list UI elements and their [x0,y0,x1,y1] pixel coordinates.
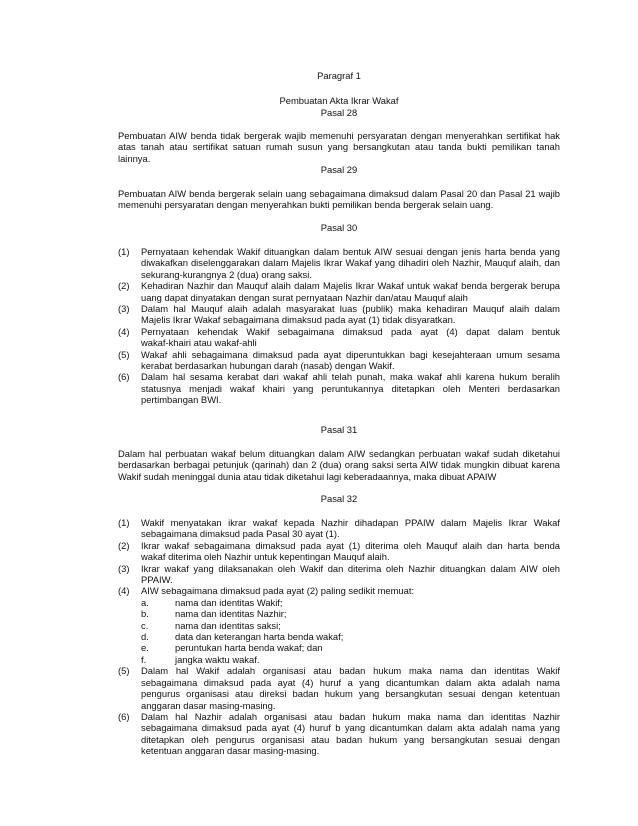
item-line: Wakaf ahli sebagaimana dimaksud pada ayat diperuntukkan bagi kesejahteraan umum sesama [141,348,560,360]
sub-item [141,620,560,631]
item-number: (6) [118,710,130,722]
pasal-28-line: Pembuatan AIW benda tidak bergerak wajib memenuhi persyaratan dengan menyerahkan sertifikat hak [118,130,560,141]
item-line: kerabat berdasarkan hubungan darah (nasab) dengan Wakif. [141,360,395,372]
item-line: sebagaimana dimaksud pada Pasal 30 ayat (1). [141,528,340,540]
item-line: wakaf diterima oleh Nazhir untuk kepentingan Mauquf alaih. [141,551,390,563]
list-item [118,711,560,757]
paragraf-heading: Paragraf 1 [317,70,361,81]
item-number: (5) [118,665,130,677]
item-line: sebagaimana dimaksud pada ayat (4) huruf b yang dicantumkan dalam akta adalah nama yang [141,722,560,734]
item-line: statusnya menjadi wakaf khairi yang peruntukannya ditetapkan oleh Menteri berdasarkan [141,382,560,394]
sub-item [141,597,560,608]
pasal-29-line: memenuhi persyaratan dengan menyerahkan bukti pemilikan benda bergerak selain uang. [118,199,494,211]
pasal-31-line: Wakif sudah meninggal dunia atau tidak diketahui lagi keberadaannya, maka dibuat APAIW [118,470,497,482]
item-line: AIW sebagaimana dimaksud pada ayat (2) paling sedikit memuat: [141,585,415,597]
item-line: anggaran dasar masing-masing. [141,699,276,711]
pasal-29-line: Pembuatan AIW benda bergerak selain uang sebagaimana dimaksud dalam Pasal 20 dan Pasal 21 wajib [118,188,560,199]
item-line: sebagaimana dimaksud pada ayat (4) huruf a yang dicantumkan dalam akta adalah nama [141,676,560,688]
pasal-31-line: berdasarkan berbagai petunjuk (qarinah) dan 2 (dua) orang saksi serta AIW tidak mungkin dibuat karena [118,459,560,471]
item-number: (2) [118,280,130,292]
item-line: Dalam hal Mauquf alaih adalah masyarakat luas (publik) maka kehadiran Mauquf alaih dalam [141,303,560,315]
pasal-32-list [118,517,560,757]
item-number: (4) [118,585,130,597]
item-number: (2) [118,539,130,551]
list-item [118,246,560,280]
item-line: uang dapat dinyatakan dengan surat pernyataan Nazhir dan/atau Mauquf alaih [141,291,468,303]
list-item [118,371,560,405]
sub-item [141,642,560,653]
pasal-29-text [118,188,560,211]
item-line: ketentuan anggaran dasar masing-masing. [141,745,320,757]
item-line: wakaf-khairi atau wakaf-ahli [141,337,257,349]
sub-item [141,631,560,642]
pasal-31-line: Dalam hal perbuatan wakaf belum dituangkan dalam AIW sedangkan perbuatan wakaf sudah diketahui [118,448,560,459]
item-line: pengurus organisasi atau direksi badan hukum yang bersangkutan sesuai dengan ketentuan [141,688,560,700]
item-line: Majelis Ikrar Wakaf sebagaimana dimaksud pada ayat (1) tidak disyaratkan. [141,314,456,326]
item-line: Ikrar wakaf sebagaimana dimaksud pada ayat (1) diterima oleh Mauquf alaih dan harta benda [141,539,560,551]
sub-text: jangka waktu wakaf. [175,653,260,665]
item-line: Kehadiran Nazhir dan Mauquf alaih dalam Majelis Ikrar Wakaf untuk wakaf benda bergerak berupa [141,280,560,292]
item-number: (4) [118,325,130,337]
pasal-28-text [118,130,560,164]
list-item [118,540,560,563]
list-item [118,303,560,326]
item-number: (1) [118,517,130,528]
sub-letter: f. [141,653,147,665]
sub-text: data dan keterangan harta benda wakaf; [175,631,344,643]
sub-text: nama dan identitas Wakif; [175,596,283,608]
sub-text: nama dan identitas saksi; [175,619,281,631]
item-line: diwakafkan diselenggarakan dalam Majelis Ikrar Wakaf yang dihadiri oleh Nazhir, Mauquf alaih, dan [141,257,560,269]
sub-text: nama dan identitas Nazhir; [175,608,287,620]
item-line: Pernyataan kehendak Wakif dituangkan dalam bentuk AIW sesuai dengan jenis harta benda yang [141,246,560,257]
sub-item [141,608,560,619]
item-line: Dalam hal Wakif adalah organisasi atau badan hukum maka nama dan identitas Wakif [141,665,560,677]
pasal-28-line: atas tanah atau sertifikat satuan rumah susun yang bersangkutan atau tanda bukti pemilikan tanah lainnya. [118,141,560,164]
pasal-31-text [118,448,560,482]
item-line: Pernyataan kehendak Wakif sebagaimana dimaksud pada ayat (4) dapat dalam bentuk [141,325,560,337]
list-item [118,563,560,586]
item-number: (6) [118,371,130,383]
pasal-29-heading: Pasal 29 [320,164,358,175]
item-line: Ikrar wakaf yang dilaksanakan oleh Wakif dan diterima oleh Nazhir dituangkan dalam AIW oleh [141,562,560,574]
item-line: pertimbangan BWI. [141,394,222,406]
item-line: ditetapkan oleh pengurus organisasi atau badan hukum yang bersangkutan sesuai dengan [141,733,560,745]
pasal-30-heading: Pasal 30 [320,222,358,233]
item-number: (1) [118,246,130,257]
list-item [118,585,560,665]
pasal-28-heading: Pasal 28 [320,107,358,118]
item-line: sekurang-kurangnya 2 (dua) orang saksi. [141,268,312,280]
section-title: Pembuatan Akta Ikrar Wakaf [279,95,399,106]
list-item [118,326,560,349]
pasal-32-heading: Pasal 32 [320,493,358,504]
list-item [118,517,560,540]
item-line: Dalam hal sesama kerabat dari wakaf ahli telah punah, maka wakaf ahli karena hukum beralih [141,371,560,383]
pasal-31-heading: Pasal 31 [320,424,358,435]
item-line: PPAIW. [141,574,173,586]
sub-letter: a. [141,596,149,608]
item-number: (5) [118,348,130,360]
item-line: Wakif menyatakan ikrar wakaf kepada Nazhir dihadapan PPAIW dalam Majelis Ikrar Wakaf [141,517,560,528]
item-number: (3) [118,303,130,315]
sub-letter: d. [141,631,149,643]
sub-letter: e. [141,642,149,654]
list-item [118,349,560,372]
item-number: (3) [118,562,130,574]
sub-letter: c. [141,619,149,631]
pasal-30-list [118,246,560,406]
list-item [118,665,560,711]
item-line: Dalam hal Nazhir adalah organisasi atau badan hukum maka nama dan identitas Nazhir [141,710,560,722]
sub-letter: b. [141,608,149,620]
sub-item [141,654,560,665]
sub-text: peruntukan harta benda wakaf; dan [175,642,323,654]
list-item [118,280,560,303]
